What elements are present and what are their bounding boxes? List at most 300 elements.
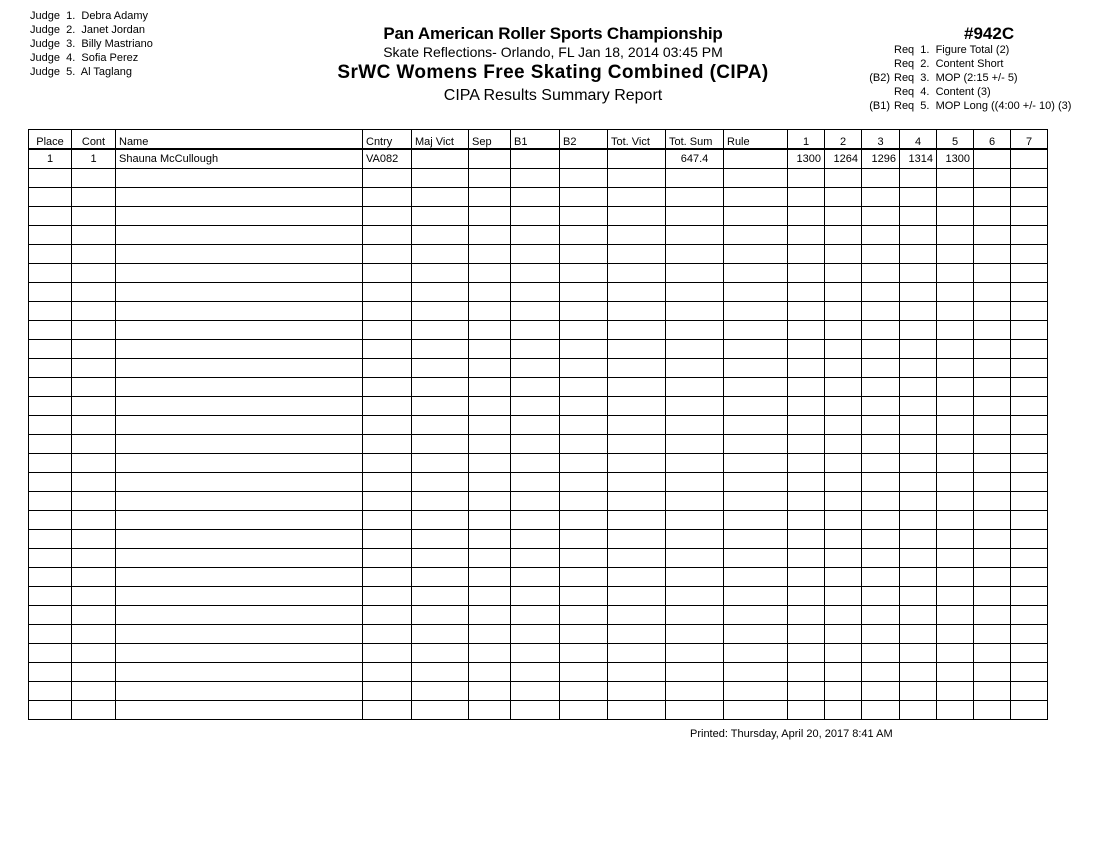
cell-empty xyxy=(29,302,72,321)
cell-empty xyxy=(116,207,363,226)
cell-empty xyxy=(412,682,469,701)
judge-2: Judge 2. Janet Jordan xyxy=(30,24,145,36)
cell-empty xyxy=(29,568,72,587)
cell-empty xyxy=(608,264,666,283)
cell-empty xyxy=(560,340,608,359)
col-judge-5: 5 xyxy=(937,130,974,150)
cell-empty xyxy=(937,549,974,568)
cell-empty xyxy=(724,435,788,454)
col-b2: B2 xyxy=(560,130,608,150)
cell-empty xyxy=(724,378,788,397)
cell-empty xyxy=(412,549,469,568)
cell-empty xyxy=(560,511,608,530)
cell-empty xyxy=(412,473,469,492)
cell-empty xyxy=(363,188,412,207)
cell-empty xyxy=(412,207,469,226)
cell-empty xyxy=(608,435,666,454)
cell-empty xyxy=(412,663,469,682)
cell-empty xyxy=(116,359,363,378)
cell-empty xyxy=(29,226,72,245)
cell-empty xyxy=(666,530,724,549)
cell-empty xyxy=(724,625,788,644)
cell-empty xyxy=(412,644,469,663)
cell-empty xyxy=(1011,245,1048,264)
cell-empty xyxy=(974,207,1011,226)
col-name: Name xyxy=(116,130,363,150)
cell-empty xyxy=(825,549,862,568)
cell-empty xyxy=(900,435,937,454)
cell-empty xyxy=(560,701,608,720)
cell-empty xyxy=(788,416,825,435)
cell-empty xyxy=(788,473,825,492)
cell-empty xyxy=(724,169,788,188)
cell-empty xyxy=(469,378,511,397)
cell-empty xyxy=(900,530,937,549)
cell-empty xyxy=(900,188,937,207)
cell-empty xyxy=(666,188,724,207)
cell-empty xyxy=(937,473,974,492)
cell-empty xyxy=(29,530,72,549)
cell-empty xyxy=(788,644,825,663)
cell-empty xyxy=(862,530,900,549)
judge-1: Judge 1. Debra Adamy xyxy=(30,10,149,22)
cell-empty xyxy=(29,321,72,340)
cell-empty xyxy=(666,587,724,606)
cell-empty xyxy=(937,587,974,606)
cell-empty xyxy=(560,283,608,302)
cell-empty xyxy=(29,264,72,283)
cell-empty xyxy=(116,454,363,473)
cell-empty xyxy=(900,264,937,283)
cell-empty xyxy=(724,587,788,606)
venue-datetime: Skate Reflections- Orlando, FL Jan 18, 2014 03:45 PM xyxy=(383,44,723,60)
cell-empty xyxy=(1011,397,1048,416)
cell-empty xyxy=(72,473,116,492)
cell-empty xyxy=(511,226,560,245)
cell-empty xyxy=(511,302,560,321)
cell-tot-sum: 647.4 xyxy=(666,149,724,169)
cell-empty xyxy=(900,587,937,606)
cell-empty xyxy=(900,625,937,644)
cell-empty xyxy=(72,359,116,378)
cell-empty xyxy=(116,473,363,492)
cell-empty xyxy=(469,454,511,473)
cell-empty xyxy=(116,302,363,321)
cell-empty xyxy=(937,283,974,302)
cell-empty xyxy=(862,226,900,245)
cell-empty xyxy=(900,511,937,530)
cell-empty xyxy=(511,264,560,283)
cell-empty xyxy=(974,435,1011,454)
col-judge-3: 3 xyxy=(862,130,900,150)
cell-empty xyxy=(862,264,900,283)
cell-empty xyxy=(788,340,825,359)
cell-empty xyxy=(469,606,511,625)
cell-empty xyxy=(29,188,72,207)
cell-empty xyxy=(29,549,72,568)
cell-empty xyxy=(666,663,724,682)
cell-empty xyxy=(666,359,724,378)
requirement-3: (B2) Req 3. MOP (2:15 +/- 5) xyxy=(869,72,1018,84)
cell-empty xyxy=(1011,587,1048,606)
cell-empty xyxy=(29,511,72,530)
cell-empty xyxy=(72,245,116,264)
cell-empty xyxy=(412,188,469,207)
cell-empty xyxy=(469,283,511,302)
cell-empty xyxy=(29,169,72,188)
cell-empty xyxy=(862,606,900,625)
cell-empty xyxy=(900,454,937,473)
cell-empty xyxy=(412,397,469,416)
cell-empty xyxy=(1011,549,1048,568)
cell-empty xyxy=(412,283,469,302)
cell-empty xyxy=(900,606,937,625)
cell-empty xyxy=(363,530,412,549)
cell-empty xyxy=(862,587,900,606)
cell-empty xyxy=(116,435,363,454)
cell-empty xyxy=(116,188,363,207)
cell-empty xyxy=(1011,682,1048,701)
cell-empty xyxy=(862,245,900,264)
cell-empty xyxy=(788,511,825,530)
cell-empty xyxy=(469,359,511,378)
cell-empty xyxy=(511,169,560,188)
cell-empty xyxy=(363,378,412,397)
cell-empty xyxy=(825,663,862,682)
cell-name: Shauna McCullough xyxy=(116,149,363,169)
cell-empty xyxy=(412,435,469,454)
cell-empty xyxy=(937,340,974,359)
table-row-empty xyxy=(29,283,1048,302)
table-row-empty xyxy=(29,682,1048,701)
cell-empty xyxy=(788,207,825,226)
cell-empty xyxy=(724,264,788,283)
cell-empty xyxy=(608,321,666,340)
cell-empty xyxy=(560,245,608,264)
cell-empty xyxy=(560,435,608,454)
cell-empty xyxy=(608,188,666,207)
cell-empty xyxy=(788,264,825,283)
cell-empty xyxy=(666,701,724,720)
cell-empty xyxy=(788,587,825,606)
cell-empty xyxy=(469,207,511,226)
cell-empty xyxy=(900,682,937,701)
cell-empty xyxy=(974,606,1011,625)
cell-empty xyxy=(974,264,1011,283)
cell-empty xyxy=(29,397,72,416)
cell-empty xyxy=(937,302,974,321)
table-row-empty xyxy=(29,264,1048,283)
cell-empty xyxy=(788,245,825,264)
cell-empty xyxy=(1011,530,1048,549)
cell-empty xyxy=(363,416,412,435)
cell-empty xyxy=(862,625,900,644)
cell-empty xyxy=(469,264,511,283)
cell-empty xyxy=(724,188,788,207)
cell-empty xyxy=(937,644,974,663)
cell-empty xyxy=(608,473,666,492)
cell-empty xyxy=(724,530,788,549)
cell-cntry: VA082 xyxy=(363,149,412,169)
cell-empty xyxy=(116,283,363,302)
cell-empty xyxy=(900,568,937,587)
cell-empty xyxy=(825,701,862,720)
cell-empty xyxy=(825,169,862,188)
table-row-empty xyxy=(29,625,1048,644)
cell-empty xyxy=(900,644,937,663)
cell-empty xyxy=(937,245,974,264)
cell-empty xyxy=(363,207,412,226)
cell-empty xyxy=(825,473,862,492)
cell-empty xyxy=(608,340,666,359)
cell-empty xyxy=(1011,264,1048,283)
cell-empty xyxy=(974,625,1011,644)
cell-empty xyxy=(724,492,788,511)
cell-empty xyxy=(1011,188,1048,207)
report-title: CIPA Results Summary Report xyxy=(443,87,663,104)
cell-empty xyxy=(666,397,724,416)
cell-empty xyxy=(974,169,1011,188)
cell-empty xyxy=(560,473,608,492)
cell-empty xyxy=(511,340,560,359)
cell-empty xyxy=(72,226,116,245)
cell-empty xyxy=(469,492,511,511)
cell-empty xyxy=(900,283,937,302)
cell-empty xyxy=(412,606,469,625)
cell-empty xyxy=(974,378,1011,397)
cell-empty xyxy=(72,568,116,587)
cell-empty xyxy=(412,245,469,264)
cell-empty xyxy=(116,492,363,511)
cell-empty xyxy=(511,701,560,720)
cell-empty xyxy=(363,473,412,492)
cell-empty xyxy=(72,549,116,568)
cell-empty xyxy=(1011,302,1048,321)
cell-empty xyxy=(825,606,862,625)
cell-judge-7 xyxy=(1011,149,1048,169)
cell-empty xyxy=(412,302,469,321)
cell-empty xyxy=(29,682,72,701)
cell-empty xyxy=(1011,207,1048,226)
cell-empty xyxy=(608,302,666,321)
cell-empty xyxy=(116,340,363,359)
cell-empty xyxy=(363,663,412,682)
cell-empty xyxy=(937,359,974,378)
cell-empty xyxy=(29,473,72,492)
cell-empty xyxy=(511,530,560,549)
cell-empty xyxy=(788,397,825,416)
cell-empty xyxy=(363,283,412,302)
cell-empty xyxy=(560,568,608,587)
cell-empty xyxy=(116,397,363,416)
cell-empty xyxy=(72,701,116,720)
table-row-empty xyxy=(29,435,1048,454)
cell-empty xyxy=(937,378,974,397)
cell-empty xyxy=(469,321,511,340)
cell-empty xyxy=(666,625,724,644)
cell-empty xyxy=(116,416,363,435)
table-row-empty xyxy=(29,530,1048,549)
cell-empty xyxy=(862,359,900,378)
table-row-empty xyxy=(29,169,1048,188)
cell-empty xyxy=(862,454,900,473)
col-judge-2: 2 xyxy=(825,130,862,150)
cell-empty xyxy=(560,492,608,511)
cell-empty xyxy=(900,226,937,245)
requirement-1: Req 1. Figure Total (2) xyxy=(894,44,1010,56)
table-row-empty xyxy=(29,397,1048,416)
cell-empty xyxy=(825,283,862,302)
cell-empty xyxy=(560,264,608,283)
cell-empty xyxy=(862,644,900,663)
cell-empty xyxy=(666,416,724,435)
cell-empty xyxy=(825,435,862,454)
cell-empty xyxy=(724,454,788,473)
cell-empty xyxy=(469,625,511,644)
col-place: Place xyxy=(29,130,72,150)
cell-empty xyxy=(511,207,560,226)
cell-empty xyxy=(862,188,900,207)
cell-empty xyxy=(469,302,511,321)
cell-empty xyxy=(862,340,900,359)
cell-empty xyxy=(1011,492,1048,511)
cell-empty xyxy=(72,682,116,701)
cell-empty xyxy=(724,226,788,245)
cell-empty xyxy=(1011,625,1048,644)
judge-5: Judge 5. Al Taglang xyxy=(30,66,132,78)
cell-empty xyxy=(974,568,1011,587)
cell-empty xyxy=(469,473,511,492)
col-tot-vict: Tot. Vict xyxy=(608,130,666,150)
cell-empty xyxy=(724,511,788,530)
cell-empty xyxy=(862,397,900,416)
cell-empty xyxy=(666,454,724,473)
cell-maj-vict xyxy=(412,149,469,169)
cell-empty xyxy=(666,435,724,454)
cell-empty xyxy=(116,568,363,587)
cell-empty xyxy=(363,226,412,245)
cell-empty xyxy=(1011,359,1048,378)
cell-empty xyxy=(937,226,974,245)
cell-empty xyxy=(862,701,900,720)
cell-empty xyxy=(1011,340,1048,359)
cell-empty xyxy=(937,454,974,473)
cell-empty xyxy=(72,416,116,435)
cell-empty xyxy=(608,549,666,568)
cell-empty xyxy=(788,663,825,682)
cell-empty xyxy=(900,701,937,720)
cell-empty xyxy=(974,454,1011,473)
cell-empty xyxy=(937,397,974,416)
cell-empty xyxy=(412,701,469,720)
cell-empty xyxy=(511,359,560,378)
cell-empty xyxy=(72,340,116,359)
cell-empty xyxy=(511,549,560,568)
cell-empty xyxy=(862,435,900,454)
cell-empty xyxy=(29,245,72,264)
cell-empty xyxy=(363,302,412,321)
cell-empty xyxy=(900,416,937,435)
cell-empty xyxy=(72,283,116,302)
cell-b1 xyxy=(511,149,560,169)
requirements-list xyxy=(858,43,1071,113)
cell-empty xyxy=(363,682,412,701)
cell-empty xyxy=(937,701,974,720)
cell-empty xyxy=(974,283,1011,302)
col-judge-4: 4 xyxy=(900,130,937,150)
cell-empty xyxy=(825,625,862,644)
cell-empty xyxy=(724,644,788,663)
cell-empty xyxy=(363,701,412,720)
cell-empty xyxy=(788,682,825,701)
cell-sep xyxy=(469,149,511,169)
cell-empty xyxy=(511,245,560,264)
cell-empty xyxy=(974,302,1011,321)
cell-empty xyxy=(825,264,862,283)
table-row-empty xyxy=(29,226,1048,245)
cell-empty xyxy=(862,302,900,321)
cell-empty xyxy=(560,606,608,625)
col-judge-1: 1 xyxy=(788,130,825,150)
cell-empty xyxy=(900,169,937,188)
cell-empty xyxy=(666,340,724,359)
cell-empty xyxy=(825,302,862,321)
requirement-4: Req 4. Content (3) xyxy=(894,86,991,98)
cell-empty xyxy=(116,644,363,663)
col-judge-6: 6 xyxy=(974,130,1011,150)
cell-empty xyxy=(825,207,862,226)
cell-empty xyxy=(363,549,412,568)
table-row-empty xyxy=(29,207,1048,226)
cell-empty xyxy=(511,378,560,397)
cell-empty xyxy=(116,625,363,644)
cell-empty xyxy=(788,302,825,321)
cell-empty xyxy=(560,416,608,435)
cell-empty xyxy=(608,169,666,188)
cell-empty xyxy=(825,530,862,549)
cell-empty xyxy=(412,169,469,188)
cell-empty xyxy=(412,625,469,644)
cell-empty xyxy=(412,378,469,397)
cell-empty xyxy=(72,435,116,454)
championship-title: Pan American Roller Sports Championship xyxy=(383,24,723,43)
cell-empty xyxy=(29,625,72,644)
judges-list xyxy=(30,9,153,79)
cell-empty xyxy=(363,321,412,340)
cell-empty xyxy=(608,492,666,511)
cell-empty xyxy=(788,321,825,340)
cell-empty xyxy=(608,416,666,435)
cell-empty xyxy=(511,682,560,701)
col-sep: Sep xyxy=(469,130,511,150)
cell-empty xyxy=(974,416,1011,435)
cell-empty xyxy=(937,321,974,340)
cell-empty xyxy=(412,340,469,359)
cell-empty xyxy=(724,359,788,378)
table-row-empty xyxy=(29,378,1048,397)
cell-empty xyxy=(29,207,72,226)
cell-place: 1 xyxy=(29,149,72,169)
cell-empty xyxy=(900,302,937,321)
cell-empty xyxy=(974,644,1011,663)
cell-empty xyxy=(724,207,788,226)
cell-empty xyxy=(937,530,974,549)
cell-empty xyxy=(937,625,974,644)
cell-empty xyxy=(412,568,469,587)
cell-empty xyxy=(469,188,511,207)
cell-empty xyxy=(1011,454,1048,473)
cell-empty xyxy=(825,359,862,378)
